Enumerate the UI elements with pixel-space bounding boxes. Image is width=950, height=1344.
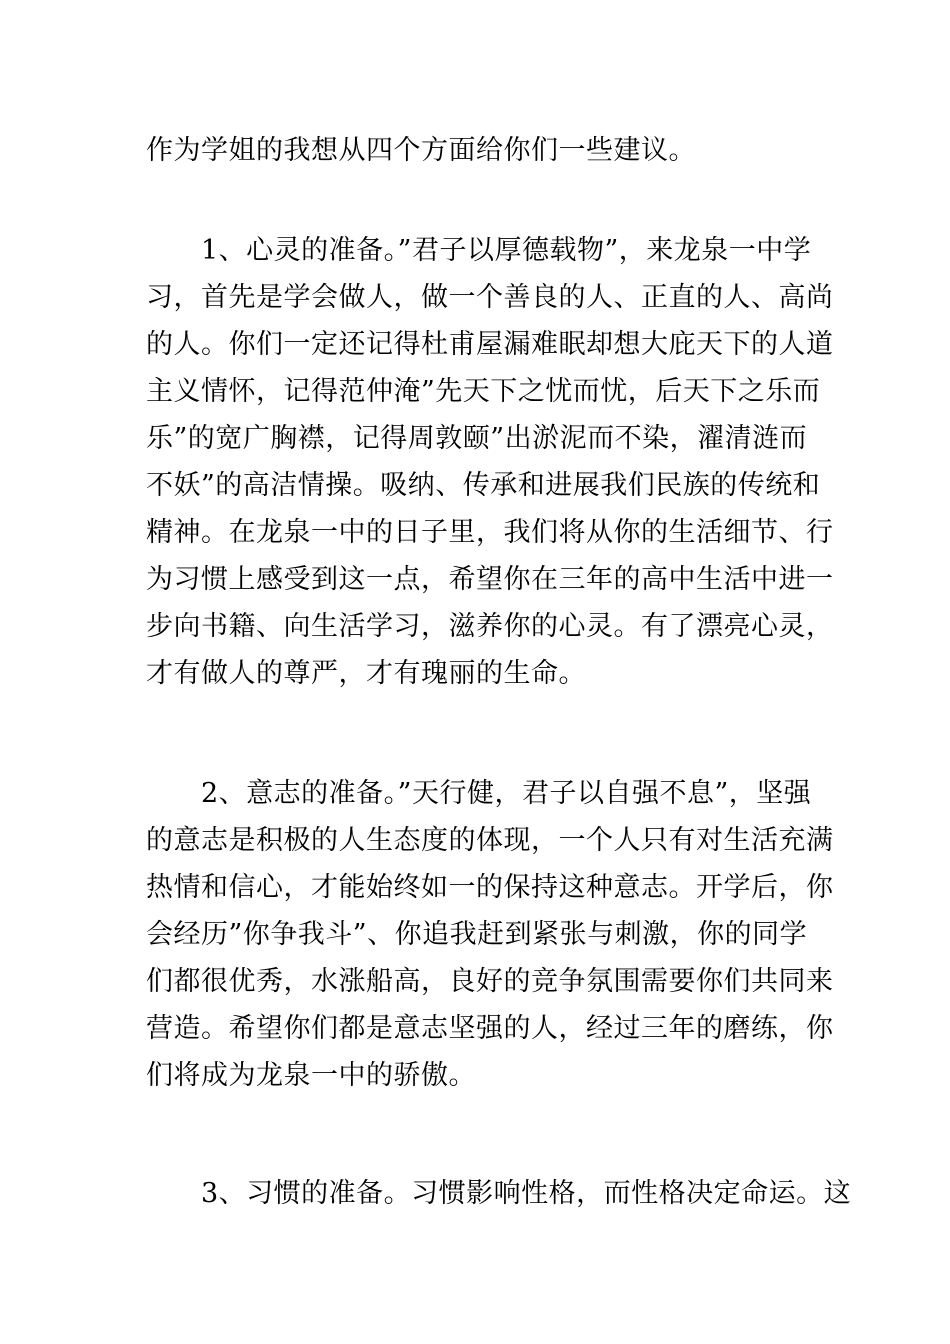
- text-line: 的意志是积极的人生态度的体现，一个人只有对生活充满: [146, 825, 834, 856]
- text-line: 作为学姐的我想从四个方面给你们一些建议。: [146, 135, 696, 166]
- paragraph-intro: [146, 127, 806, 174]
- text-line: 步向书籍、向生活学习，滋养你的心灵。有了漂亮心灵，: [146, 611, 834, 642]
- text-line: 才有做人的尊严，才有瑰丽的生命。: [146, 658, 586, 689]
- text-line: 乐”的宽广胸襟，记得周敦颐”出淤泥而不染，濯清涟而: [146, 423, 808, 454]
- text-line: 2、意志的准备。”天行健，君子以自强不息”，坚强: [146, 778, 812, 809]
- text-line: 的人。你们一定还记得杜甫屋漏难眠却想大庇天下的人道: [146, 329, 834, 360]
- text-line: 们将成为龙泉一中的骄傲。: [146, 1060, 476, 1091]
- text-line: 们都很优秀，水涨船高，良好的竞争氛围需要你们共同来: [146, 966, 834, 997]
- paragraph-spiritual-preparation: [146, 227, 834, 697]
- text-line: 习，首先是学会做人，做一个善良的人、正直的人、高尚: [146, 282, 834, 313]
- text-line: 不妖”的高洁情操。吸纳、传承和进展我们民族的传统和: [146, 470, 821, 501]
- text-line: 营造。希望你们都是意志坚强的人，经过三年的磨练，你: [146, 1013, 834, 1044]
- text-line: 主义情怀，记得范仲淹”先天下之忧而忧，后天下之乐而: [146, 376, 821, 407]
- text-line: 1、心灵的准备。”君子以厚德载物”，来龙泉一中学: [146, 235, 812, 266]
- text-line: 3、习惯的准备。习惯影响性格，而性格决定命运。这: [146, 1178, 852, 1209]
- text-line: 精神。在龙泉一中的日子里，我们将从你的生活细节、行: [146, 517, 834, 548]
- paragraph-habit-preparation: [146, 1170, 852, 1217]
- text-line: 热情和信心，才能始终如一的保持这种意志。开学后，你: [146, 872, 834, 903]
- text-line: 会经历”你争我斗”、你追我赶到紧张与刺激，你的同学: [146, 919, 808, 950]
- paragraph-willpower-preparation: [146, 770, 834, 1099]
- text-line: 为习惯上感受到这一点，希望你在三年的高中生活中进一: [146, 564, 834, 595]
